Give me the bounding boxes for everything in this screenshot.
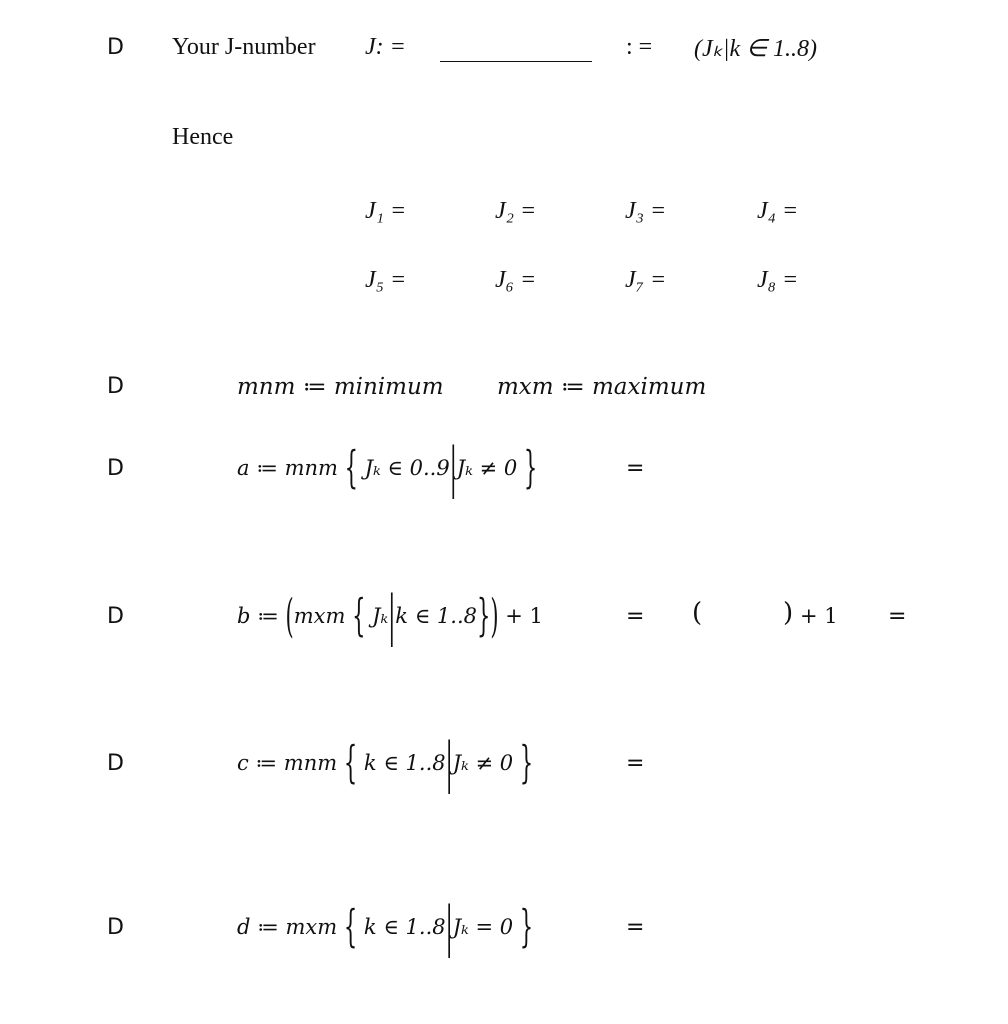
formula-a [237, 436, 538, 500]
formula-c [237, 731, 534, 795]
d-open-brace: { [343, 901, 358, 953]
c-lhs: c ≔ mnm [237, 751, 338, 775]
digit-j8: J₈ = [757, 267, 799, 293]
def-mxm: mxm ≔ maximum [497, 374, 707, 400]
b-open-paren: ( [285, 589, 294, 643]
b-equals-final: = [888, 604, 907, 629]
d-close-brace: } [519, 901, 534, 953]
assign-operator: : = [626, 34, 653, 60]
b-answer-plus: + 1 [800, 604, 838, 628]
j-number-blank-field[interactable] [440, 61, 592, 62]
d-marker-a: D [107, 456, 124, 481]
d-marker-c: D [107, 751, 124, 776]
a-open-brace: { [344, 442, 358, 494]
d-marker-b: D [107, 604, 124, 629]
b-answer-open-paren: ( [692, 598, 703, 628]
a-close-brace: } [523, 442, 538, 494]
b-plus: + 1 [505, 604, 543, 628]
d-lhs: d ≔ mxm [237, 915, 338, 939]
digit-j7: J₇ = [625, 267, 667, 293]
b-set: Jₖ [372, 604, 389, 628]
c-cond: Jₖ ≠ 0 [452, 751, 514, 775]
a-cond: Jₖ ≠ 0 [456, 456, 518, 480]
b-close-brace: } [477, 590, 491, 642]
b-cond: k ∈ 1..8 [395, 604, 477, 628]
j-tuple: (Jₖ|k ∈ 1..8) [694, 36, 818, 62]
digit-j5: J₅ = [365, 267, 407, 293]
a-lhs: a ≔ mnm [237, 456, 338, 480]
d-cond: Jₖ = 0 [452, 915, 514, 939]
hence-label: Hence [172, 124, 234, 150]
d-equals: = [626, 915, 645, 940]
c-bar: | [445, 731, 453, 795]
d-marker-d: D [107, 915, 124, 940]
b-open-brace: { [352, 590, 366, 642]
formula-d [237, 895, 534, 959]
d-set: k ∈ 1..8 [363, 915, 446, 939]
digit-j2: J₂ = [495, 198, 537, 224]
a-bar: | [449, 436, 457, 500]
c-equals: = [626, 751, 645, 776]
c-set: k ∈ 1..8 [363, 751, 446, 775]
b-close-paren: ) [490, 589, 499, 643]
def-mnm: mnm ≔ minimum [237, 374, 444, 400]
b-fn: mxm [293, 604, 346, 628]
b-lhs: b ≔ [237, 604, 279, 628]
digit-j3: J₃ = [625, 198, 667, 224]
b-equals: = [626, 604, 645, 629]
b-answer-close-paren: ) [783, 598, 794, 628]
d-bar: | [445, 895, 453, 959]
a-equals: = [626, 456, 645, 481]
digit-j4: J₄ = [757, 198, 799, 224]
b-bar: | [388, 584, 396, 648]
c-close-brace: } [519, 737, 534, 789]
c-open-brace: { [343, 737, 358, 789]
a-set: Jₖ ∈ 0..9 [364, 456, 450, 480]
digit-j1: J₁ = [365, 198, 407, 224]
digit-j6: J₆ = [495, 267, 537, 293]
j-number-label: Your J-number [172, 34, 316, 60]
formula-b [237, 584, 543, 648]
d-marker-defs: D [107, 374, 124, 399]
d-marker-header: D [107, 35, 124, 60]
j-assign: J: = [365, 34, 406, 60]
